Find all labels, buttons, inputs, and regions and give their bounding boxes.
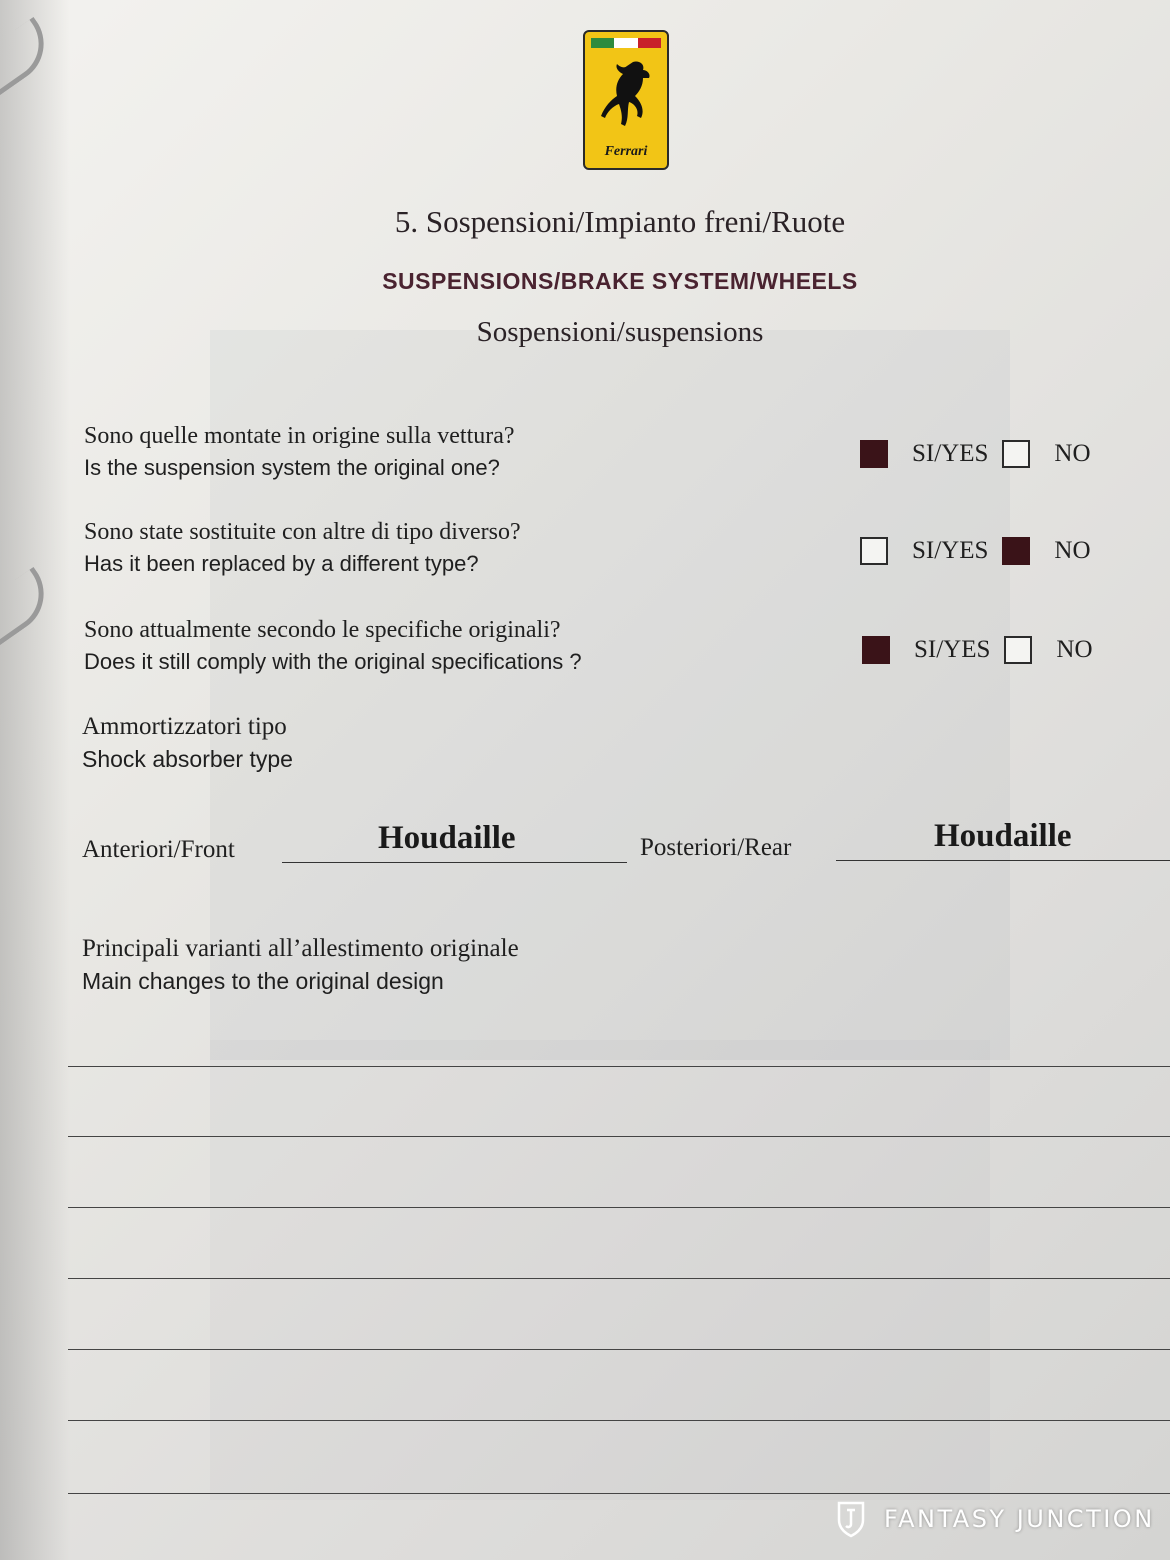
question-1-options — [860, 440, 1091, 468]
ferrari-logo — [583, 30, 669, 170]
q1-no-checkbox[interactable] — [1002, 440, 1030, 468]
ferrari-wordmark: Ferrari — [604, 144, 648, 159]
q2-yes-label: SI/YES — [912, 537, 989, 564]
page-subtitle: SUSPENSIONS/BRAKE SYSTEM/WHEELS — [382, 268, 858, 294]
question-2 — [84, 516, 521, 580]
changes-heading — [82, 932, 519, 998]
front-field-line — [282, 862, 627, 863]
rear-value[interactable]: Houdaille — [934, 818, 1072, 854]
page-title: 5. Sospensioni/Impianto freni/Ruote — [394, 204, 846, 239]
q1-yes-checkbox[interactable] — [860, 440, 888, 468]
q2-yes-checkbox[interactable] — [860, 537, 888, 565]
question-1-en: Is the suspension system the original one? — [84, 455, 500, 480]
q3-yes-checkbox[interactable] — [862, 636, 890, 664]
question-3-en: Does it still comply with the original specifications ? — [84, 649, 582, 674]
question-3-it: Sono attualmente secondo le specifiche originali? — [84, 617, 561, 643]
shock-absorber-en: Shock absorber type — [82, 746, 293, 772]
question-2-options — [860, 537, 1091, 565]
q3-no-label: NO — [1056, 636, 1093, 663]
question-1-it: Sono quelle montate in origine sulla vettura? — [84, 423, 515, 449]
shock-absorber-it: Ammortizzatori tipo — [82, 713, 287, 740]
front-value[interactable]: Houdaille — [378, 820, 516, 856]
rear-field-line — [836, 860, 1170, 861]
watermark — [836, 1500, 1155, 1538]
writing-line[interactable] — [68, 1349, 1170, 1350]
question-1 — [84, 420, 515, 484]
front-label: Anteriori/Front — [82, 836, 235, 863]
q3-no-checkbox[interactable] — [1004, 636, 1032, 664]
q1-no-label: NO — [1054, 440, 1091, 467]
rear-label: Posteriori/Rear — [640, 834, 792, 861]
italian-flag-stripe — [591, 38, 661, 48]
writing-line[interactable] — [68, 1066, 1170, 1067]
watermark-text: FANTASY JUNCTION — [884, 1505, 1155, 1533]
question-3-options — [862, 636, 1093, 664]
writing-line[interactable] — [68, 1278, 1170, 1279]
fj-shield-icon — [836, 1500, 866, 1538]
question-3 — [84, 614, 582, 678]
writing-line[interactable] — [68, 1207, 1170, 1208]
q1-yes-label: SI/YES — [912, 440, 989, 467]
writing-line[interactable] — [68, 1493, 1170, 1494]
changes-en: Main changes to the original design — [82, 968, 444, 994]
changes-it: Principali varianti all’allestimento originale — [82, 935, 519, 962]
question-2-en: Has it been replaced by a different type? — [84, 551, 479, 576]
q2-no-label: NO — [1054, 537, 1091, 564]
writing-line[interactable] — [68, 1136, 1170, 1137]
q2-no-checkbox[interactable] — [1002, 537, 1030, 565]
prancing-horse-icon — [595, 56, 659, 146]
photo-shadow-lower — [210, 1040, 990, 1500]
shock-absorber-heading — [82, 710, 293, 776]
question-2-it: Sono state sostituite con altre di tipo diverso? — [84, 519, 521, 545]
section-title: Sospensioni/suspensions — [476, 316, 764, 348]
writing-line[interactable] — [68, 1420, 1170, 1421]
q3-yes-label: SI/YES — [914, 636, 991, 663]
